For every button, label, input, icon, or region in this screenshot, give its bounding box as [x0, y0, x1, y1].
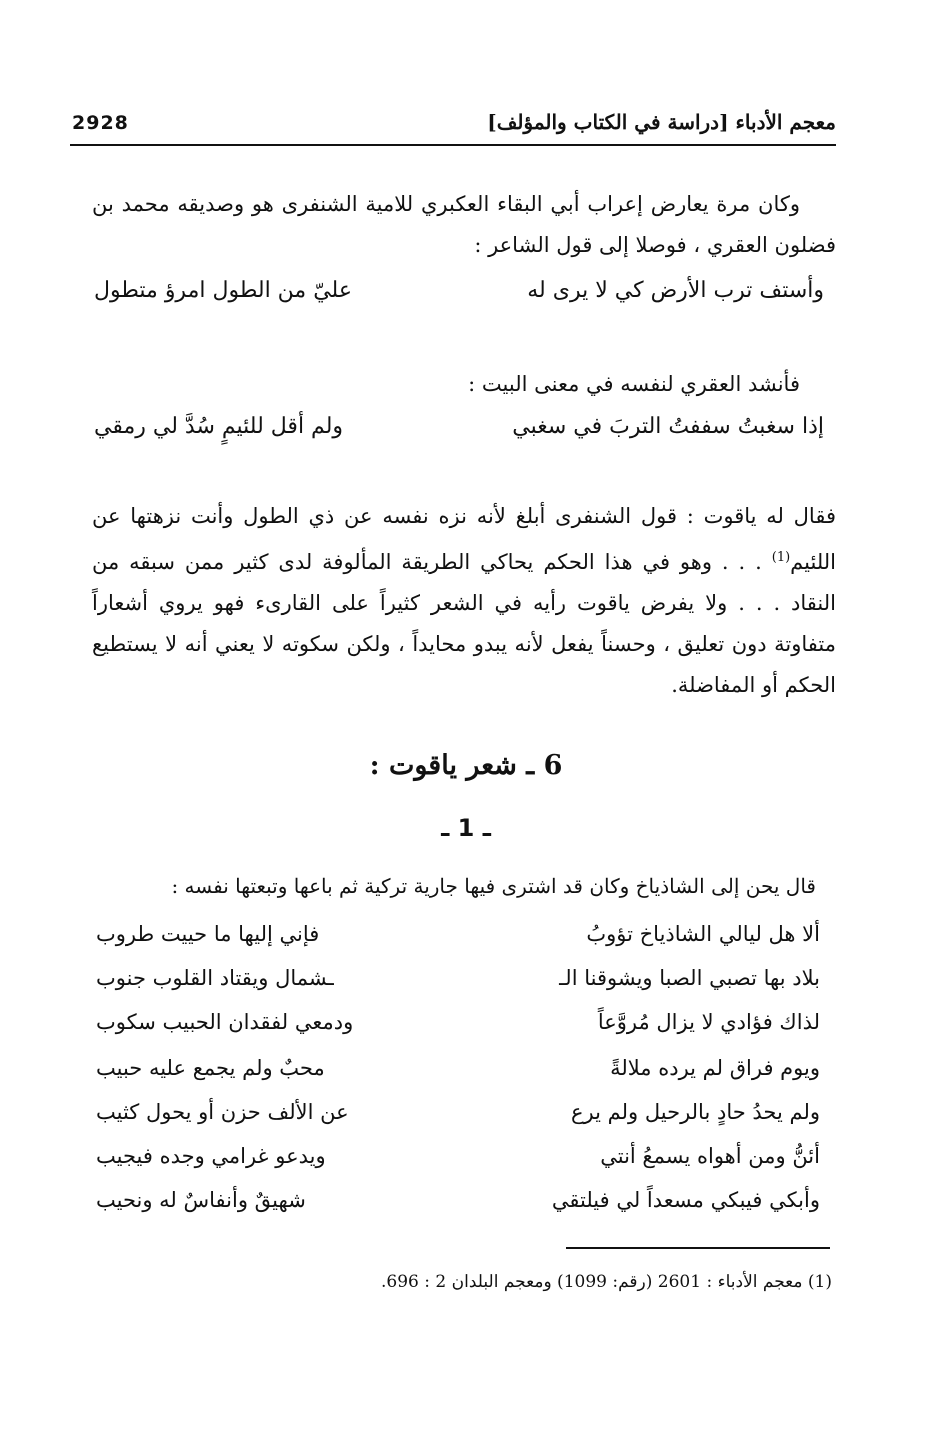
commentary-paragraph [92, 496, 836, 706]
poem-line [96, 966, 820, 1006]
poem-first-hemistich: بلاد بها تصبي الصبا ويشوقنا الـ [559, 966, 820, 990]
poem-first-hemistich: لذاك فؤادي لا يزال مُروَّعاً [597, 1010, 820, 1034]
section-title: 6 ـ شعر ياقوت : [369, 750, 563, 781]
running-title: معجم الأدباء [دراسة في الكتاب والمؤلف] [487, 110, 836, 134]
verse-second-hemistich: عليّ من الطول امرؤ متطول [94, 278, 352, 303]
commentary-text-1: فقال له ياقوت : قول الشنفرى أبلغ لأنه نزه نفسه عن ذي الطول وأنت نزهتها عن اللئيم [92, 504, 837, 574]
footnote-reference: (1) [771, 550, 791, 565]
footnote-divider [566, 1247, 830, 1249]
quoted-verse-uqari [94, 414, 824, 454]
recitation-paragraph: فأنشد العقري لنفسه في معنى البيت : [468, 372, 800, 396]
poem-first-hemistich: ويوم فراق لم يرده ملالةً [610, 1056, 820, 1080]
poem-first-hemistich: ألا هل ليالي الشاذياخ تؤوبُ [586, 922, 820, 946]
verse-first-hemistich: إذا سغبتُ سففتُ التربَ في سغبي [512, 414, 824, 439]
poem-line [96, 922, 820, 962]
poem-first-hemistich: ولم يحدُ حادٍ بالرحيل ولم يرع [571, 1100, 820, 1124]
page-number: 2928 [72, 112, 129, 134]
poem-introduction: قال يحن إلى الشاذياخ وكان قد اشترى فيها جارية تركية ثم باعها وتبعتها نفسه : [171, 874, 816, 898]
poem-second-hemistich: ـشمال ويقتاد القلوب جنوب [96, 966, 334, 990]
page-header [70, 110, 836, 146]
poem-line [96, 1188, 820, 1228]
poem-second-hemistich: فإني إليها ما حييت طروب [96, 922, 320, 946]
poem-first-hemistich: أئنُّ ومن أهواه يسمعُ أنتي [600, 1144, 820, 1168]
poem-line [96, 1010, 820, 1050]
poem-first-hemistich: وأبكي فيبكي مسعداً لي فيلتقي [551, 1188, 820, 1212]
commentary-text-2: . . . وهو في هذا الحكم يحاكي الطريقة المألوفة لدى كثير ممن سبقه من النقاد . . . ولا يفرض ياقوت رأيه في الشعر كثيراً على القارىء فهو يروي أشعاراً متفاوتة دون تعليق ، وحسناً يفعل لأنه يبدو محايداً ، ولكن سكوته لا يعني أنه لا يستطيع الحكم أو المفاضلة. [92, 550, 836, 697]
quoted-verse-shanfara [94, 278, 824, 318]
poem-second-hemistich: ويدعو غرامي وجده فيجيب [96, 1144, 326, 1168]
poem-line [96, 1056, 820, 1096]
poem-second-hemistich: ودمعي لفقدان الحبيب سكوب [96, 1010, 354, 1034]
poem-second-hemistich: عن الألف حزن أو يحول كثيب [96, 1100, 349, 1124]
poem-number: ـ 1 ـ [441, 814, 491, 842]
verse-second-hemistich: ولم أقل للئيمٍ سُدَّ لي رمقي [94, 414, 344, 439]
intro-paragraph: وكان مرة يعارض إعراب أبي البقاء العكبري للامية الشنفرى هو وصديقه محمد بن فضلون العقري ، فوصلا إلى قول الشاعر : [92, 192, 836, 257]
poem-second-hemistich: محبٌ ولم يجمع عليه حبيب [96, 1056, 325, 1080]
poem-line [96, 1100, 820, 1140]
verse-first-hemistich: وأستف ترب الأرض كي لا يرى له [527, 278, 824, 303]
footnote: (1) معجم الأدباء : 2601 (رقم: 1099) ومعجم البلدان 2 : 696. [381, 1272, 832, 1292]
poem-line [96, 1144, 820, 1184]
poem-second-hemistich: شهيقٌ وأنفاسٌ له ونحيب [96, 1188, 306, 1212]
